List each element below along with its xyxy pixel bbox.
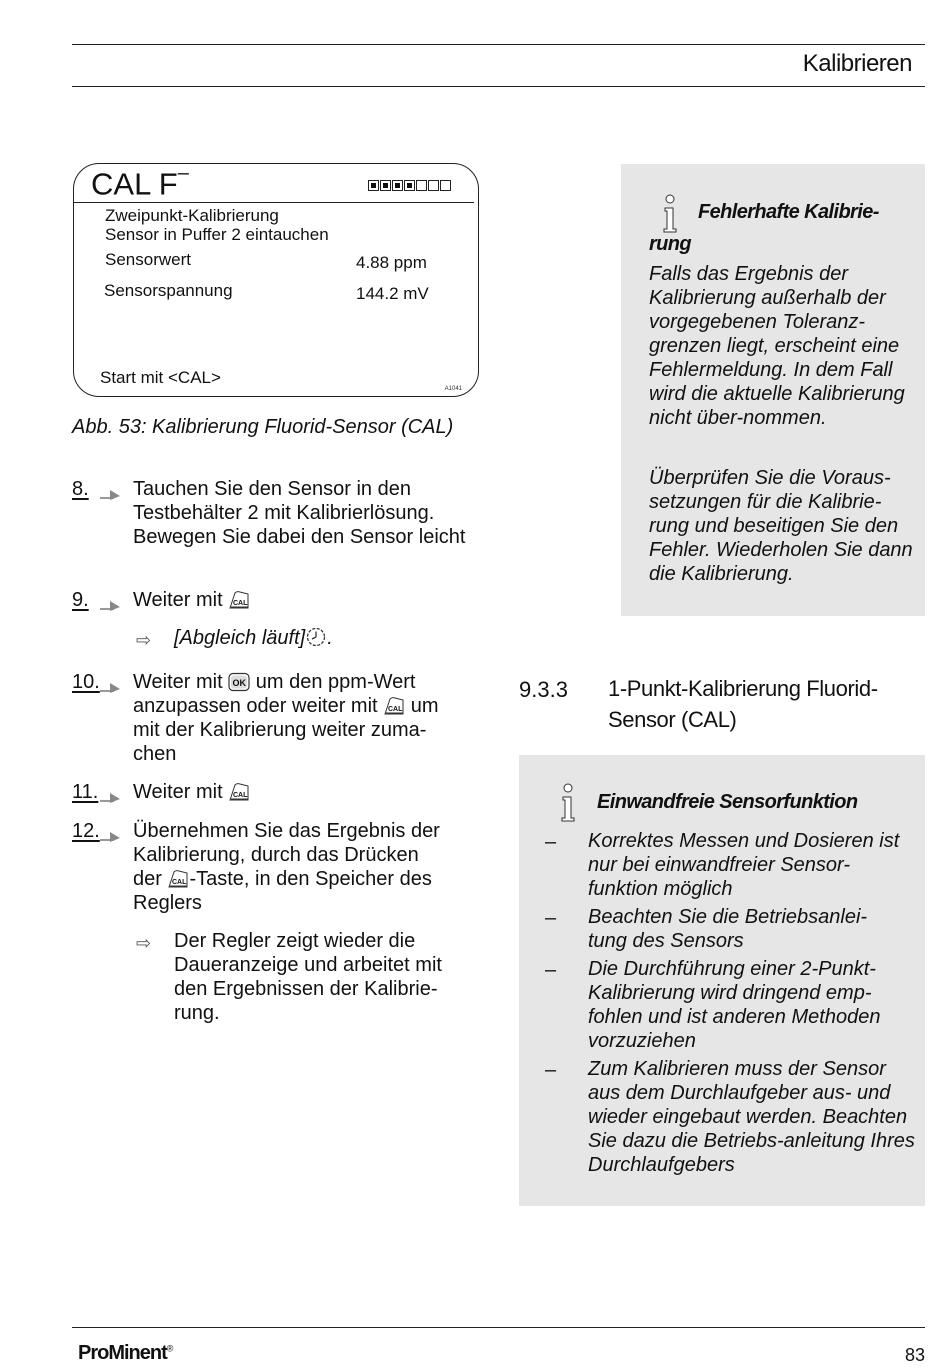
- result-arrow-icon: ⇨: [136, 933, 152, 953]
- progress-cell: [368, 180, 379, 191]
- list-dash: –: [545, 959, 557, 981]
- svg-text:CAL: CAL: [388, 706, 403, 713]
- info-paragraph: Falls das Ergebnis der Kalibrierung außerhalb der vorgegebenen Toleranz-grenzen liegt, erscheint eine Fehlermeldung. In dem Fall wird die aktuelle Kalibrierung nicht über-nommen.: [649, 263, 905, 429]
- ok-key-icon: [228, 672, 250, 692]
- result-text: [Abgleich läuft] .: [174, 627, 333, 649]
- step-text: Weiter mit CAL: [133, 780, 478, 804]
- step-arrow-icon: [100, 681, 120, 693]
- cal-key-icon: [167, 869, 189, 889]
- header-top-rule: [72, 44, 925, 45]
- subsection-title: 1-Punkt-Kalibrierung Fluorid-Sensor (CAL): [608, 676, 878, 732]
- header-bottom-rule: [72, 86, 925, 87]
- cal-key-icon: [383, 696, 405, 716]
- list-dash: –: [545, 831, 557, 853]
- svg-text:CAL: CAL: [233, 600, 248, 607]
- step-text: Weiter mit CAL: [133, 588, 478, 612]
- info-heading-cont: rung: [649, 233, 692, 255]
- list-item: Die Durchführung einer 2-Punkt-Kalibrierung wird dringend emp-fohlen und ist anderen Methoden vorzuziehen: [588, 958, 881, 1052]
- info-icon: [557, 783, 579, 823]
- figure-code: A1041: [444, 386, 462, 392]
- step-number: 11.: [72, 781, 99, 803]
- step-text: Tauchen Sie den Sensor in den Testbehälter 2 mit Kalibrierlösung. Bewegen Sie dabei den Sensor leicht: [133, 478, 466, 548]
- progress-cell: [428, 180, 439, 191]
- step-arrow-icon: [100, 488, 120, 500]
- display-mode-text: Zweipunkt-Kalibrierung: [105, 206, 279, 225]
- result-arrow-icon: ⇨: [136, 630, 152, 650]
- info-box-faulty-calibration: [621, 164, 925, 616]
- clock-icon: [305, 626, 327, 648]
- display-start-text: Start mit <CAL>: [100, 368, 221, 387]
- footer-rule: [72, 1327, 925, 1328]
- page-number: 83: [904, 1345, 925, 1365]
- progress-indicator: [368, 180, 451, 191]
- info-icon: [659, 194, 681, 234]
- controller-display: [73, 163, 479, 397]
- sensorspannung-value: 144.2 mV: [356, 284, 429, 303]
- sensorwert-value: 4.88 ppm: [356, 253, 427, 272]
- step-number: 8.: [72, 478, 89, 500]
- list-item: Korrektes Messen und Dosieren ist nur bei einwandfreier Sensor-funktion möglich: [588, 830, 900, 900]
- sensorspannung-label: Sensorspannung: [104, 281, 233, 300]
- brand-logo: ProMinent®: [78, 1342, 173, 1364]
- step-text: Übernehmen Sie das Ergebnis der Kalibrierung, durch das Drücken der CAL -Taste, in den Speicher des Reglers: [133, 820, 440, 914]
- step-number: 12.: [72, 820, 100, 842]
- result-text: Der Regler zeigt wieder die Daueranzeige und arbeitet mit den Ergebnissen der Kalibrie-rung.: [174, 930, 442, 1024]
- step-arrow-icon: [100, 830, 120, 842]
- step-number: 9.: [72, 589, 89, 611]
- display-divider: [74, 202, 474, 203]
- sensorwert-label: Sensorwert: [105, 250, 191, 269]
- step-arrow-icon: [100, 599, 120, 611]
- progress-cell: [440, 180, 451, 191]
- svg-text:CAL: CAL: [172, 879, 187, 886]
- display-title: CAL F–: [91, 162, 189, 202]
- svg-text:OK: OK: [232, 678, 247, 688]
- figure-caption: Abb. 53: Kalibrierung Fluorid-Sensor (CAL): [72, 416, 454, 438]
- list-dash: –: [545, 907, 557, 929]
- svg-text:CAL: CAL: [233, 792, 248, 799]
- step-arrow-icon: [100, 791, 120, 803]
- progress-cell: [416, 180, 427, 191]
- step-text: Weiter mit OK um den ppm-Wert anzupassen oder weiter mit CAL um mit der Kalibrierung weiter zuma- chen: [133, 671, 439, 765]
- progress-cell: [380, 180, 391, 191]
- step-number: 10.: [72, 671, 100, 693]
- list-item: Beachten Sie die Betriebsanlei-tung des Sensors: [588, 906, 868, 952]
- subsection-number: 9.3.3: [519, 677, 568, 702]
- list-dash: –: [545, 1059, 557, 1081]
- cal-key-icon: [228, 590, 250, 610]
- info-paragraph: Überprüfen Sie die Voraus-setzungen für die Kalibrie-rung und beseitigen Sie den Fehler. Wiederholen Sie dann die Kalibrierung.: [649, 467, 913, 585]
- list-item: Zum Kalibrieren muss der Sensor aus dem Durchlaufgeber aus- und wieder eingebaut werden. Beachten Sie dazu die Betriebs-anleitung Ihres Durchlaufgebers: [588, 1058, 915, 1176]
- info-heading: Einwandfreie Sensorfunktion: [597, 791, 858, 813]
- display-instruction-text: Sensor in Puffer 2 eintauchen: [105, 225, 329, 244]
- cal-key-icon: [228, 782, 250, 802]
- progress-cell: [404, 180, 415, 191]
- section-title: Kalibrieren: [802, 50, 912, 77]
- info-heading: Fehlerhafte Kalibrie-: [698, 201, 879, 223]
- progress-cell: [392, 180, 403, 191]
- info-box-sensor-function: [519, 755, 925, 1206]
